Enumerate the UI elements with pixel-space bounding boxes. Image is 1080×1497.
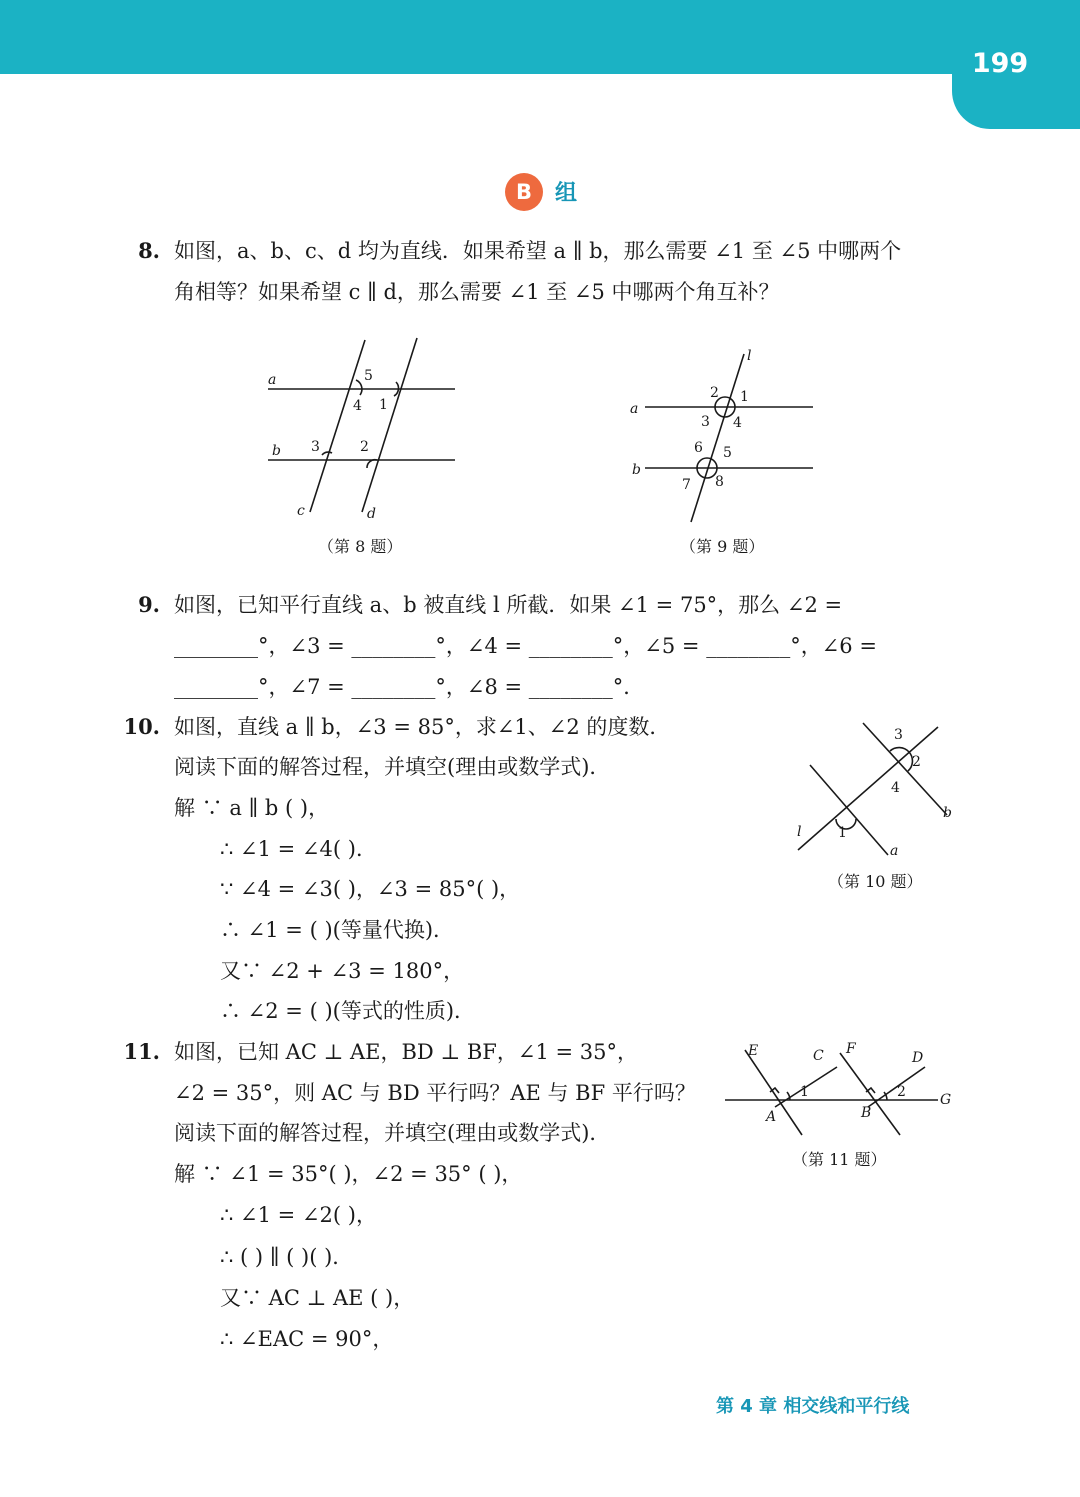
fig9-angle-5: 5 [723,445,732,461]
question-11-number: 11. [123,1039,160,1064]
question-10-line-7: 又∵ ∠2 + ∠3 = 180°， [220,959,465,983]
fig11-label-G: G [940,1092,952,1108]
question-11-line-1: 如图，已知 AC ⊥ AE，BD ⊥ BF，∠1 = 35°， [174,1040,638,1064]
question-10-line-8: ∴ ∠2 = ( )(等式的性质)． [220,999,476,1023]
fig11-label-D: D [912,1050,924,1066]
fig8-label-a: a [268,372,277,388]
question-10-line-6: ∴ ∠1 = ( )(等量代换)． [220,918,455,942]
fig9-angle-6: 6 [694,440,703,456]
fig8-angle-5: 5 [364,368,373,384]
fig9-angle-4: 4 [733,415,742,431]
question-8-line-1: 如图，a、b、c、d 均为直线．如果希望 a ∥ b，那么需要 ∠1 至 ∠5 中哪两个 [174,239,902,263]
question-9-line-1: 如图，已知平行直线 a、b 被直线 l 所截．如果 ∠1 = 75°，那么 ∠2 = [174,593,843,617]
fig8-label-b: b [272,443,281,459]
fig9-label-b: b [632,462,641,478]
fig10-angle-4: 4 [891,780,900,796]
question-9-number: 9. [138,592,160,617]
group-label: 组 [555,181,578,206]
fig10-label-a: a [890,843,899,859]
question-11-line-4: 解 ∵ ∠1 = 35°( )，∠2 = 35° ( )， [174,1162,523,1186]
question-10-line-4: ∴ ∠1 = ∠4( )． [220,837,377,861]
question-10-line-5: ∵ ∠4 = ∠3( )，∠3 = 85°( )， [220,877,521,901]
fig10-label-l: l [797,824,802,840]
figure-9 [625,340,825,530]
question-8-line-2: 角相等？如果希望 c ∥ d，那么需要 ∠1 至 ∠5 中哪两个角互补？ [174,280,780,304]
figure-11-caption: （第 11 题） [792,1150,887,1169]
page-number: 199 [971,48,1029,79]
fig11-label-C: C [813,1048,824,1064]
fig9-label-l: l [747,348,752,364]
fig9-angle-7: 7 [682,477,691,493]
question-8-number: 8. [138,238,160,263]
chapter-footer: 第 4 章 相交线和平行线 [716,1396,910,1417]
fig9-angle-1: 1 [740,389,749,405]
question-9-line-2: ________°，∠3 = ________°，∠4 = ________°，∠5 = ________°，∠6 = [174,634,877,658]
fig10-angle-3: 3 [894,727,903,743]
fig9-angle-8: 8 [715,474,724,490]
group-badge: B [505,173,543,211]
fig9-angle-3: 3 [701,414,710,430]
figure-8-caption: （第 8 题） [318,537,403,556]
fig9-angle-2: 2 [710,385,719,401]
question-11-line-5: ∴ ∠1 = ∠2( )， [220,1203,377,1227]
fig10-angle-1: 1 [838,825,847,841]
fig8-label-d: d [367,506,376,522]
fig11-label-B: B [861,1105,872,1121]
fig11-angle-2: 2 [897,1084,906,1100]
question-11-line-8: ∴ ∠EAC = 90°， [220,1327,394,1351]
figure-8 [260,330,470,530]
figure-10-caption: （第 10 题） [828,872,923,891]
question-10-line-1: 如图，直线 a ∥ b，∠3 = 85°，求∠1、∠2 的度数． [174,715,671,739]
fig11-label-A: A [766,1109,777,1125]
fig11-angle-1: 1 [800,1084,809,1100]
fig9-label-a: a [630,401,639,417]
fig8-angle-4: 4 [353,398,362,414]
figure-10 [790,715,960,865]
question-11-line-7: 又∵ AC ⊥ AE ( )， [220,1286,415,1310]
fig10-angle-2: 2 [912,754,921,770]
header-band [0,0,1080,74]
question-11-line-3: 阅读下面的解答过程，并填空(理由或数学式)． [174,1121,611,1145]
question-10-line-3: 解 ∵ a ∥ b ( )， [174,796,330,820]
question-9-line-3: ________°，∠7 = ________°，∠8 = ________°． [174,675,645,699]
fig10-label-b: b [943,805,952,821]
question-11-line-6: ∴ ( ) ∥ ( )( )． [220,1245,354,1269]
question-10-line-2: 阅读下面的解答过程，并填空(理由或数学式)． [174,755,611,779]
fig8-label-c: c [297,503,305,519]
question-11-line-2: ∠2 = 35°，则 AC 与 BD 平行吗？AE 与 BF 平行吗？ [174,1081,696,1105]
fig8-angle-2: 2 [360,439,369,455]
fig8-angle-3: 3 [311,439,320,455]
fig8-angle-1: 1 [379,397,388,413]
question-10-number: 10. [123,714,160,739]
figure-11 [720,1035,960,1145]
fig11-label-F: F [846,1041,856,1057]
fig11-label-E: E [748,1043,759,1059]
figure-9-caption: （第 9 题） [680,537,765,556]
